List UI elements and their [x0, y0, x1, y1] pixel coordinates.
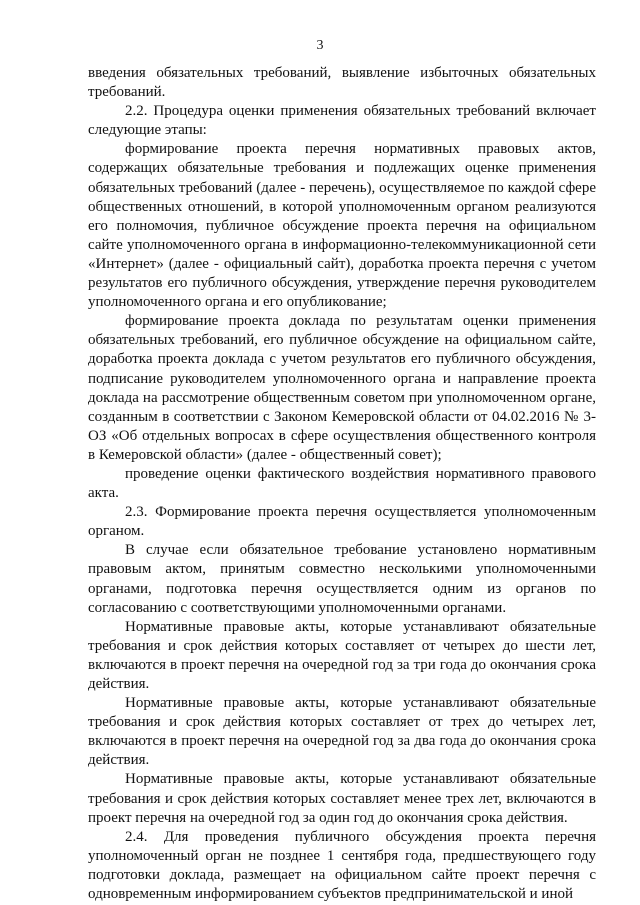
paragraph: 2.4. Для проведения публичного обсуждения проекта перечня уполномоченный орган не позднее 1 сентября года, предшествующего году подготовки доклада, размещает на официальном сайте проект перечня с одновременным информированием субъектов предпринимательской и иной [88, 828, 596, 903]
paragraph: введения обязательных требований, выявление избыточных обязательных требований. [88, 65, 596, 101]
paragraph: формирование проекта доклада по результатам оценки применения обязательных требований, его публичное обсуждение на официальном сайте, доработка проекта доклада с учетом результатов его публичного обсуждения, подписание руководителем уполномоченного органа и направление проекта доклада на рассмотрение общественным советом при уполномоченном органе, созданным в соответствии с Законом Кемеровской области от 04.02.2016 № 3-ОЗ «Об отдельных вопросах в сфере осуществления общественного контроля в Кемеровской области» (далее - общественный совет); [88, 313, 596, 463]
paragraph: формирование проекта перечня нормативных правовых актов, содержащих обязательные требования и подлежащих оценке применения обязательных требований (далее - перечень), осуществляемое по каждой сфере общественных отношений, в которой уполномоченным органом реализуются его полномочия, публичное обсуждение проекта перечня на официальном сайте уполномоченного органа в информационно-телекоммуникационной сети «Интернет» (далее - официальный сайт), доработка проекта перечня с учетом результатов его публичного обсуждения, утверждение перечня руководителем уполномоченного органа и его опубликование; [88, 141, 596, 311]
page-number: 3 [316, 38, 324, 53]
paragraph: 2.2. Процедура оценки применения обязательных требований включает следующие этапы: [88, 103, 596, 139]
paragraph: Нормативные правовые акты, которые устанавливают обязательные требования и срок действия которых составляет от трех до четырех лет, включаются в проект перечня на очередной год за два года до окончания срока действия. [88, 695, 596, 769]
paragraph: проведение оценки фактического воздействия нормативного правового акта. [88, 465, 596, 502]
paragraph: 2.3. Формирование проекта перечня осуществляется уполномоченным органом. [88, 504, 596, 540]
paragraph: Нормативные правовые акты, которые устанавливают обязательные требования и срок действия которых составляет от четырех до шести лет, включаются в проект перечня на очередной год за три года до окончания срока действия. [88, 618, 596, 692]
document-body [88, 64, 596, 904]
paragraph: Нормативные правовые акты, которые устанавливают обязательные требования и срок действия которых составляет менее трех лет, включаются в проект перечня на очередной год за один год до окончания срока действия. [88, 771, 596, 826]
paragraph: В случае если обязательное требование установлено нормативным правовым актом, принятым совместно несколькими уполномоченными органами, подготовка перечня осуществляется одним из органов по согласованию с соответствующими уполномоченными органами. [88, 542, 596, 616]
